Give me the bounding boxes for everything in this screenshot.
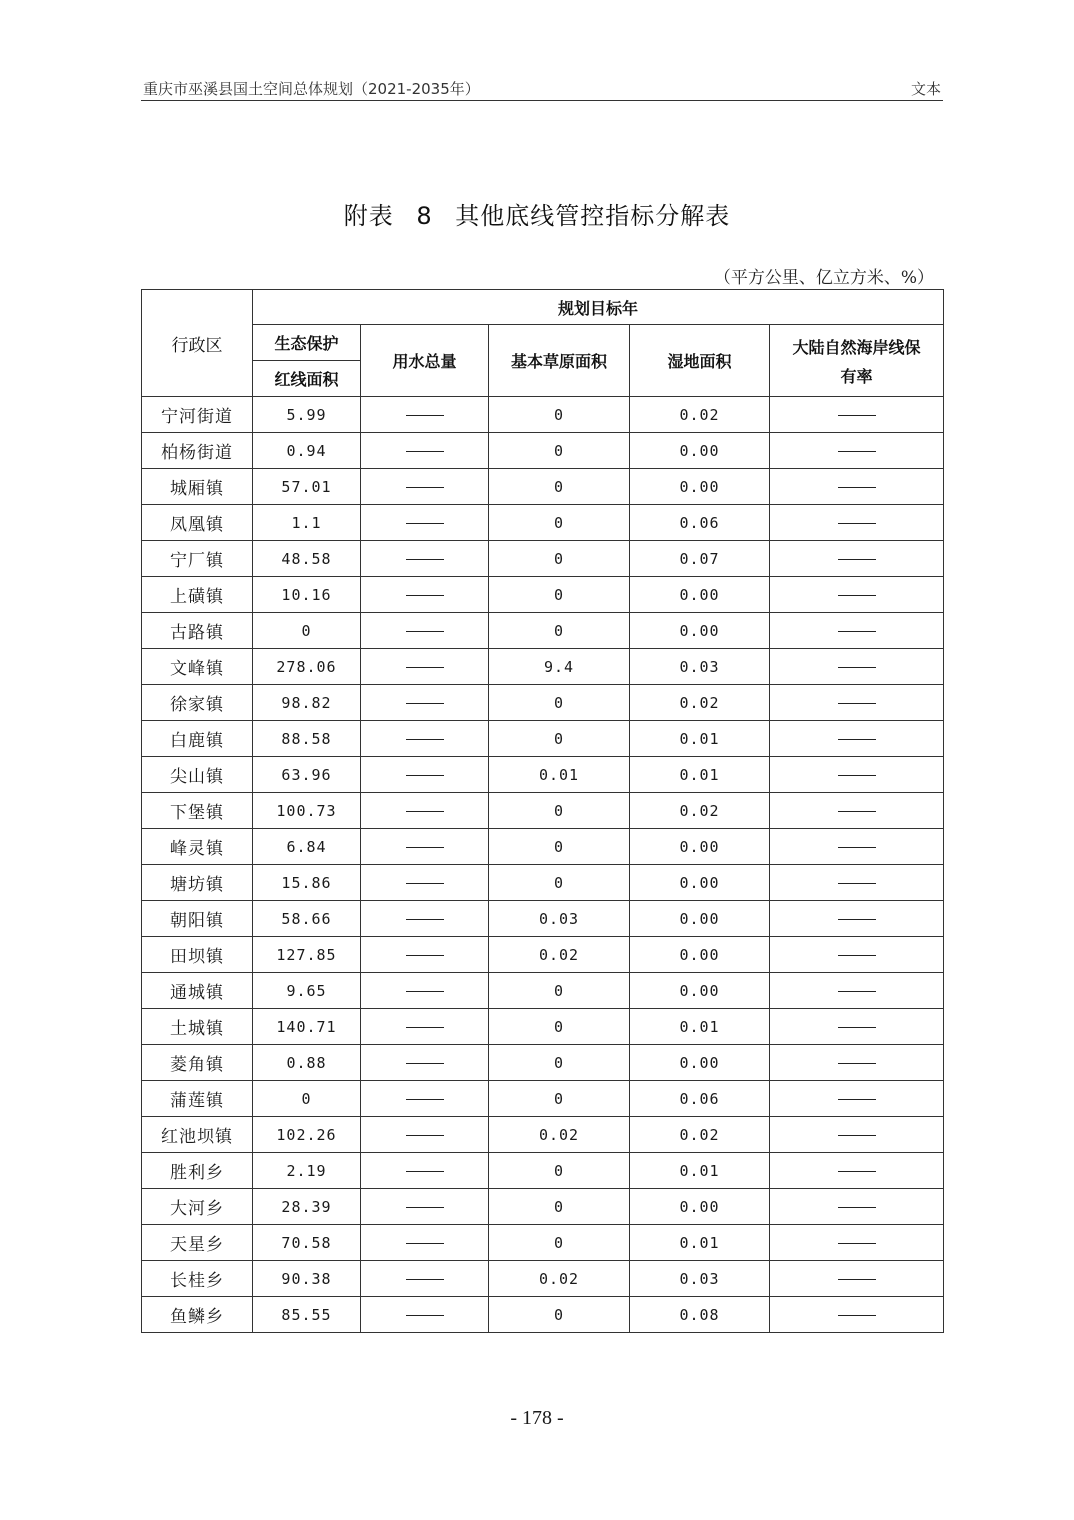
- dash-mark: [406, 1027, 444, 1028]
- cell-eco-redline: 2.19: [253, 1153, 361, 1189]
- cell-water: [361, 1153, 489, 1189]
- cell-grassland: 0: [489, 1153, 630, 1189]
- cell-wetland: 0.01: [630, 1009, 770, 1045]
- cell-coastline: [770, 397, 944, 433]
- cell-wetland: 0.07: [630, 541, 770, 577]
- cell-water: [361, 793, 489, 829]
- cell-water: [361, 685, 489, 721]
- dash-mark: [406, 883, 444, 884]
- table-body: [142, 397, 944, 1333]
- cell-coastline: [770, 937, 944, 973]
- section-label: 文本: [910, 80, 941, 98]
- cell-water: [361, 973, 489, 1009]
- dash-mark: [406, 631, 444, 632]
- cell-coastline: [770, 973, 944, 1009]
- cell-water: [361, 577, 489, 613]
- dash-mark: [406, 1135, 444, 1136]
- cell-wetland: 0.00: [630, 865, 770, 901]
- cell-grassland: 0: [489, 1045, 630, 1081]
- dash-mark: [406, 1171, 444, 1172]
- cell-coastline: [770, 469, 944, 505]
- cell-eco-redline: 140.71: [253, 1009, 361, 1045]
- table-row: [142, 1045, 944, 1081]
- cell-region: 红池坝镇: [142, 1117, 253, 1153]
- table-row: [142, 1189, 944, 1225]
- cell-eco-redline: 88.58: [253, 721, 361, 757]
- cell-grassland: 0.03: [489, 901, 630, 937]
- dash-mark: [838, 631, 876, 632]
- cell-coastline: [770, 1225, 944, 1261]
- cell-region: 长桂乡: [142, 1261, 253, 1297]
- cell-water: [361, 1261, 489, 1297]
- cell-region: 宁河街道: [142, 397, 253, 433]
- cell-wetland: 0.01: [630, 721, 770, 757]
- dash-mark: [838, 559, 876, 560]
- cell-region: 田坝镇: [142, 937, 253, 973]
- cell-eco-redline: 100.73: [253, 793, 361, 829]
- header-eco-line2: 红线面积: [253, 361, 361, 397]
- table-row: [142, 433, 944, 469]
- dash-mark: [406, 667, 444, 668]
- cell-eco-redline: 278.06: [253, 649, 361, 685]
- cell-region: 大河乡: [142, 1189, 253, 1225]
- cell-grassland: 0: [489, 973, 630, 1009]
- cell-eco-redline: 48.58: [253, 541, 361, 577]
- cell-region: 塘坊镇: [142, 865, 253, 901]
- cell-eco-redline: 0: [253, 1081, 361, 1117]
- table-row: [142, 1153, 944, 1189]
- header-planning-year: 规划目标年: [253, 290, 944, 325]
- dash-mark: [406, 811, 444, 812]
- dash-mark: [838, 883, 876, 884]
- dash-mark: [838, 955, 876, 956]
- cell-eco-redline: 15.86: [253, 865, 361, 901]
- cell-eco-redline: 57.01: [253, 469, 361, 505]
- cell-grassland: 0: [489, 397, 630, 433]
- cell-wetland: 0.03: [630, 1261, 770, 1297]
- cell-region: 上磺镇: [142, 577, 253, 613]
- cell-wetland: 0.02: [630, 397, 770, 433]
- dash-mark: [406, 1099, 444, 1100]
- cell-water: [361, 757, 489, 793]
- dash-mark: [838, 1171, 876, 1172]
- table-row: [142, 1081, 944, 1117]
- cell-coastline: [770, 541, 944, 577]
- dash-mark: [406, 1315, 444, 1316]
- cell-eco-redline: 0.94: [253, 433, 361, 469]
- dash-mark: [838, 595, 876, 596]
- header-coast-line1: 大陆自然海岸线保: [792, 337, 921, 357]
- cell-water: [361, 1297, 489, 1333]
- cell-water: [361, 721, 489, 757]
- cell-wetland: 0.00: [630, 1189, 770, 1225]
- dash-mark: [838, 1099, 876, 1100]
- table-row: [142, 973, 944, 1009]
- cell-coastline: [770, 1297, 944, 1333]
- cell-water: [361, 901, 489, 937]
- table-row: [142, 685, 944, 721]
- dash-mark: [406, 703, 444, 704]
- dash-mark: [838, 775, 876, 776]
- dash-mark: [838, 523, 876, 524]
- cell-water: [361, 1045, 489, 1081]
- dash-mark: [838, 739, 876, 740]
- cell-eco-redline: 0: [253, 613, 361, 649]
- cell-coastline: [770, 793, 944, 829]
- cell-grassland: 0: [489, 685, 630, 721]
- dash-mark: [838, 1027, 876, 1028]
- table-row: [142, 1297, 944, 1333]
- cell-grassland: 9.4: [489, 649, 630, 685]
- cell-wetland: 0.02: [630, 1117, 770, 1153]
- dash-mark: [838, 919, 876, 920]
- header-wetland: 湿地面积: [630, 325, 770, 397]
- dash-mark: [838, 703, 876, 704]
- dash-mark: [406, 919, 444, 920]
- cell-coastline: [770, 1189, 944, 1225]
- cell-region: 土城镇: [142, 1009, 253, 1045]
- cell-region: 蒲莲镇: [142, 1081, 253, 1117]
- cell-region: 柏杨街道: [142, 433, 253, 469]
- cell-eco-redline: 5.99: [253, 397, 361, 433]
- dash-mark: [406, 955, 444, 956]
- cell-eco-redline: 6.84: [253, 829, 361, 865]
- cell-region: 下堡镇: [142, 793, 253, 829]
- cell-grassland: 0: [489, 1225, 630, 1261]
- cell-region: 菱角镇: [142, 1045, 253, 1081]
- cell-coastline: [770, 865, 944, 901]
- cell-grassland: 0: [489, 793, 630, 829]
- table-row: [142, 937, 944, 973]
- cell-eco-redline: 1.1: [253, 505, 361, 541]
- cell-region: 古路镇: [142, 613, 253, 649]
- cell-water: [361, 1081, 489, 1117]
- cell-grassland: 0: [489, 505, 630, 541]
- cell-coastline: [770, 829, 944, 865]
- cell-wetland: 0.00: [630, 613, 770, 649]
- cell-grassland: 0: [489, 721, 630, 757]
- dash-mark: [406, 487, 444, 488]
- cell-eco-redline: 10.16: [253, 577, 361, 613]
- cell-coastline: [770, 649, 944, 685]
- table-row: [142, 865, 944, 901]
- dash-mark: [838, 1207, 876, 1208]
- cell-grassland: 0: [489, 469, 630, 505]
- table-row: [142, 829, 944, 865]
- dash-mark: [406, 775, 444, 776]
- cell-grassland: 0: [489, 865, 630, 901]
- cell-wetland: 0.01: [630, 1225, 770, 1261]
- cell-eco-redline: 90.38: [253, 1261, 361, 1297]
- cell-water: [361, 397, 489, 433]
- header-grassland: 基本草原面积: [489, 325, 630, 397]
- dash-mark: [406, 1207, 444, 1208]
- cell-eco-redline: 9.65: [253, 973, 361, 1009]
- cell-eco-redline: 63.96: [253, 757, 361, 793]
- cell-water: [361, 937, 489, 973]
- table-row: [142, 577, 944, 613]
- cell-eco-redline: 127.85: [253, 937, 361, 973]
- cell-coastline: [770, 577, 944, 613]
- dash-mark: [838, 1135, 876, 1136]
- cell-grassland: 0.01: [489, 757, 630, 793]
- cell-coastline: [770, 1153, 944, 1189]
- header-water: 用水总量: [361, 325, 489, 397]
- cell-region: 尖山镇: [142, 757, 253, 793]
- dash-mark: [406, 1243, 444, 1244]
- cell-water: [361, 1225, 489, 1261]
- cell-region: 胜利乡: [142, 1153, 253, 1189]
- table-title: 附表 8 其他底线管控指标分解表: [343, 202, 731, 230]
- table-row: [142, 757, 944, 793]
- dash-mark: [838, 991, 876, 992]
- dash-mark: [838, 487, 876, 488]
- cell-eco-redline: 0.88: [253, 1045, 361, 1081]
- cell-coastline: [770, 1117, 944, 1153]
- table-row: [142, 1225, 944, 1261]
- table-head: [142, 290, 944, 397]
- cell-eco-redline: 58.66: [253, 901, 361, 937]
- dash-mark: [838, 415, 876, 416]
- cell-water: [361, 613, 489, 649]
- cell-water: [361, 433, 489, 469]
- cell-grassland: 0: [489, 577, 630, 613]
- dash-mark: [838, 1279, 876, 1280]
- dash-mark: [406, 559, 444, 560]
- cell-coastline: [770, 1009, 944, 1045]
- cell-region: 通城镇: [142, 973, 253, 1009]
- cell-eco-redline: 70.58: [253, 1225, 361, 1261]
- table-row: [142, 649, 944, 685]
- cell-region: 朝阳镇: [142, 901, 253, 937]
- cell-wetland: 0.01: [630, 1153, 770, 1189]
- cell-water: [361, 649, 489, 685]
- header-eco-line1: 生态保护: [253, 325, 361, 361]
- dash-mark: [406, 415, 444, 416]
- cell-grassland: 0: [489, 829, 630, 865]
- cell-wetland: 0.08: [630, 1297, 770, 1333]
- cell-coastline: [770, 433, 944, 469]
- dash-mark: [406, 1279, 444, 1280]
- cell-wetland: 0.00: [630, 469, 770, 505]
- dash-mark: [838, 1243, 876, 1244]
- cell-grassland: 0: [489, 613, 630, 649]
- cell-grassland: 0.02: [489, 937, 630, 973]
- cell-region: 凤凰镇: [142, 505, 253, 541]
- cell-grassland: 0.02: [489, 1261, 630, 1297]
- cell-coastline: [770, 1081, 944, 1117]
- table-row: [142, 1261, 944, 1297]
- cell-coastline: [770, 901, 944, 937]
- cell-wetland: 0.00: [630, 937, 770, 973]
- table-row: [142, 541, 944, 577]
- cell-region: 白鹿镇: [142, 721, 253, 757]
- dash-mark: [406, 1063, 444, 1064]
- cell-grassland: 0: [489, 433, 630, 469]
- cell-water: [361, 469, 489, 505]
- cell-wetland: 0.00: [630, 829, 770, 865]
- page-number: - 178 -: [510, 1407, 564, 1429]
- cell-wetland: 0.06: [630, 505, 770, 541]
- dash-mark: [838, 667, 876, 668]
- document-title: 重庆市巫溪县国土空间总体规划（2021-2035年）: [143, 80, 480, 98]
- dash-mark: [838, 1063, 876, 1064]
- cell-water: [361, 505, 489, 541]
- cell-coastline: [770, 1045, 944, 1081]
- cell-region: 鱼鳞乡: [142, 1297, 253, 1333]
- table-row: [142, 397, 944, 433]
- cell-water: [361, 865, 489, 901]
- cell-wetland: 0.00: [630, 1045, 770, 1081]
- cell-wetland: 0.02: [630, 685, 770, 721]
- cell-water: [361, 1117, 489, 1153]
- cell-wetland: 0.00: [630, 577, 770, 613]
- dash-mark: [838, 451, 876, 452]
- cell-grassland: 0.02: [489, 1117, 630, 1153]
- dash-mark: [406, 739, 444, 740]
- cell-wetland: 0.00: [630, 901, 770, 937]
- cell-region: 徐家镇: [142, 685, 253, 721]
- unit-note: （平方公里、亿立方米、%）: [713, 268, 934, 288]
- cell-region: 峰灵镇: [142, 829, 253, 865]
- cell-eco-redline: 98.82: [253, 685, 361, 721]
- cell-coastline: [770, 505, 944, 541]
- cell-wetland: 0.01: [630, 757, 770, 793]
- cell-coastline: [770, 1261, 944, 1297]
- dash-mark: [406, 595, 444, 596]
- table-row: [142, 613, 944, 649]
- cell-eco-redline: 85.55: [253, 1297, 361, 1333]
- cell-grassland: 0: [489, 541, 630, 577]
- cell-wetland: 0.03: [630, 649, 770, 685]
- page-header: [141, 76, 943, 101]
- cell-coastline: [770, 685, 944, 721]
- cell-eco-redline: 28.39: [253, 1189, 361, 1225]
- cell-water: [361, 541, 489, 577]
- indicator-table: [141, 289, 944, 1333]
- cell-coastline: [770, 721, 944, 757]
- cell-region: 城厢镇: [142, 469, 253, 505]
- table-row: [142, 793, 944, 829]
- table-row: [142, 505, 944, 541]
- dash-mark: [406, 847, 444, 848]
- dash-mark: [406, 991, 444, 992]
- cell-grassland: 0: [489, 1009, 630, 1045]
- cell-region: 文峰镇: [142, 649, 253, 685]
- cell-wetland: 0.02: [630, 793, 770, 829]
- cell-wetland: 0.00: [630, 973, 770, 1009]
- cell-grassland: 0: [489, 1189, 630, 1225]
- cell-water: [361, 1189, 489, 1225]
- table-row: [142, 901, 944, 937]
- header-coast-line2: 有率: [840, 366, 873, 386]
- dash-mark: [838, 1315, 876, 1316]
- cell-water: [361, 829, 489, 865]
- header-coastline: [770, 325, 944, 397]
- dash-mark: [838, 847, 876, 848]
- dash-mark: [838, 811, 876, 812]
- cell-wetland: 0.06: [630, 1081, 770, 1117]
- cell-grassland: 0: [489, 1297, 630, 1333]
- cell-region: 天星乡: [142, 1225, 253, 1261]
- cell-region: 宁厂镇: [142, 541, 253, 577]
- cell-coastline: [770, 613, 944, 649]
- table-row: [142, 721, 944, 757]
- table-row: [142, 469, 944, 505]
- table-row: [142, 1117, 944, 1153]
- cell-grassland: 0: [489, 1081, 630, 1117]
- cell-water: [361, 1009, 489, 1045]
- cell-eco-redline: 102.26: [253, 1117, 361, 1153]
- dash-mark: [406, 523, 444, 524]
- dash-mark: [406, 451, 444, 452]
- cell-wetland: 0.00: [630, 433, 770, 469]
- header-region: 行政区: [142, 290, 253, 397]
- table-row: [142, 1009, 944, 1045]
- cell-coastline: [770, 757, 944, 793]
